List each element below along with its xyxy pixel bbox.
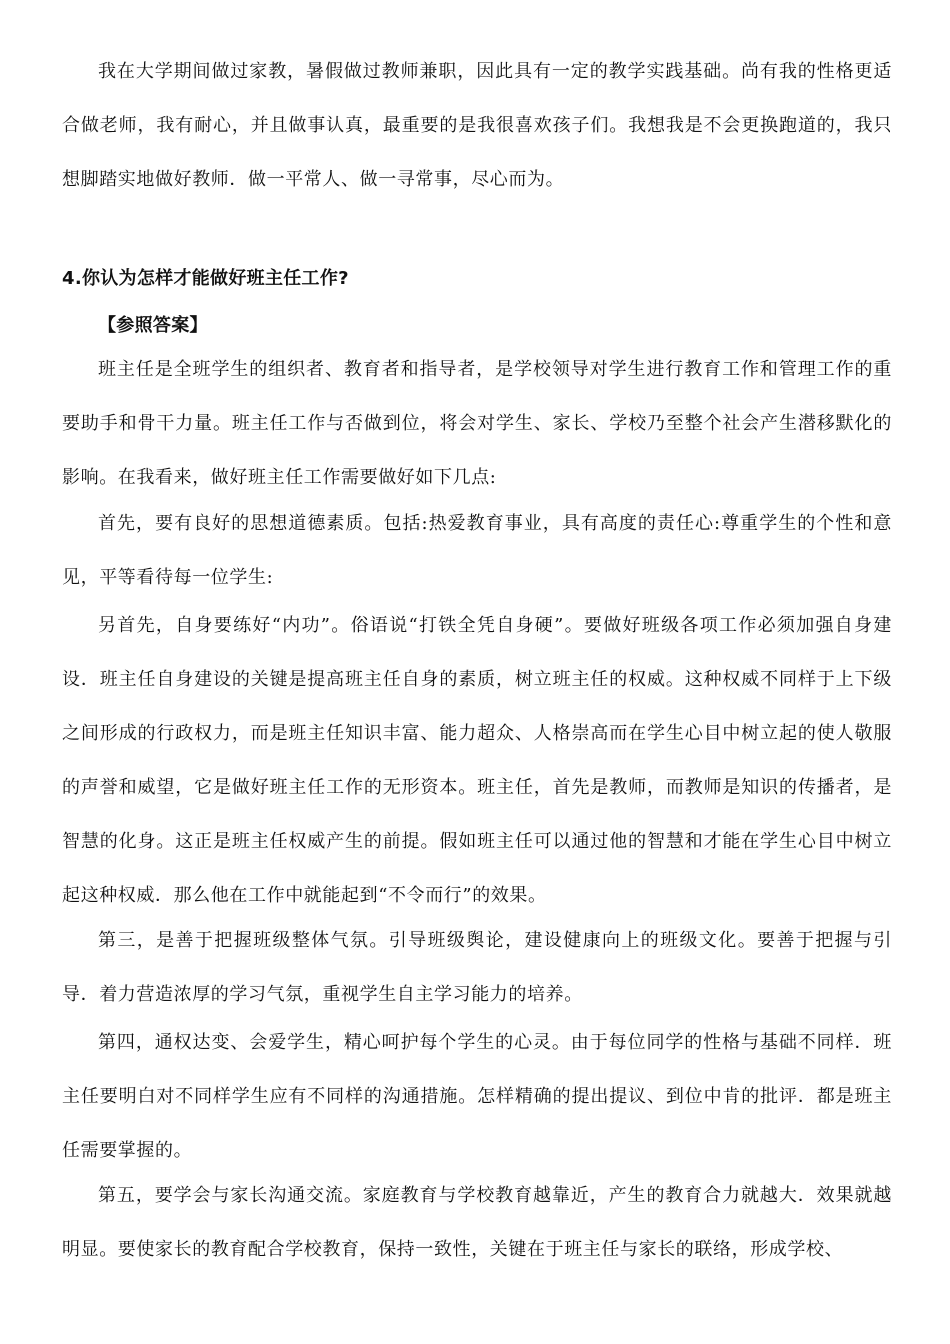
paragraph-first-point: 首先，要有良好的思想道德素质。包括:热爱教育事业，具有高度的责任心:尊重学生的个性和意见，平等看待每一位学生: (62, 513, 892, 588)
answer-label: 【参照答案】 (98, 315, 208, 336)
paragraph-intro-role: 班主任是全班学生的组织者、教育者和指导者，是学校领导对学生进行教育工作和管理工作的重要助手和骨干力量。班主任工作与否做到位，将会对学生、家长、学校乃至整个社会产生潜移默化的影响。在我看来，做好班主任工作需要做好如下几点: (62, 359, 892, 488)
paragraph-fifth-point: 第五，要学会与家长沟通交流。家庭教育与学校教育越靠近，产生的教育合力就越大．效果就越明显。要使家长的教育配合学校教育，保持一致性，关键在于班主任与家长的联络，形成学校、 (62, 1185, 892, 1260)
intro-paragraph: 我在大学期间做过家教，暑假做过教师兼职，因此具有一定的教学实践基础。尚有我的性格更适合做老师，我有耐心，并且做事认真，最重要的是我很喜欢孩子们。我想我是不会更换跑道的，我只想脚踏实地做好教师．做一平常人、做一寻常事，尽心而为。 (62, 61, 892, 190)
paragraph-third-point: 第三，是善于把握班级整体气氛。引导班级舆论，建设健康向上的班级文化。要善于把握与引导．着力营造浓厚的学习气氛，重视学生自主学习能力的培养。 (62, 930, 892, 1005)
paragraph-second-point: 另首先，自身要练好“内功”。俗语说“打铁全凭自身硬”。要做好班级各项工作必须加强自身建设．班主任自身建设的关键是提高班主任自身的素质，树立班主任的权威。这种权威不同样于上下级之间形成的行政权力，而是班主任知识丰富、能力超众、人格崇高而在学生心目中树立起的使人敬服的声誉和威望，它是做好班主任工作的无形资本。班主任，首先是教师，而教师是知识的传播者，是智慧的化身。这正是班主任权威产生的前提。假如班主任可以通过他的智慧和才能在学生心目中树立起这种权威．那么他在工作中就能起到“不令而行”的效果。 (62, 615, 892, 906)
paragraph-fourth-point: 第四，通权达变、会爱学生，精心呵护每个学生的心灵。由于每位同学的性格与基础不同样．班主任要明白对不同样学生应有不同样的沟通措施。怎样精确的提出提议、到位中肯的批评．都是班主任需要掌握的。 (62, 1032, 892, 1161)
question-heading: 4.你认为怎样才能做好班主任工作? (62, 268, 349, 289)
